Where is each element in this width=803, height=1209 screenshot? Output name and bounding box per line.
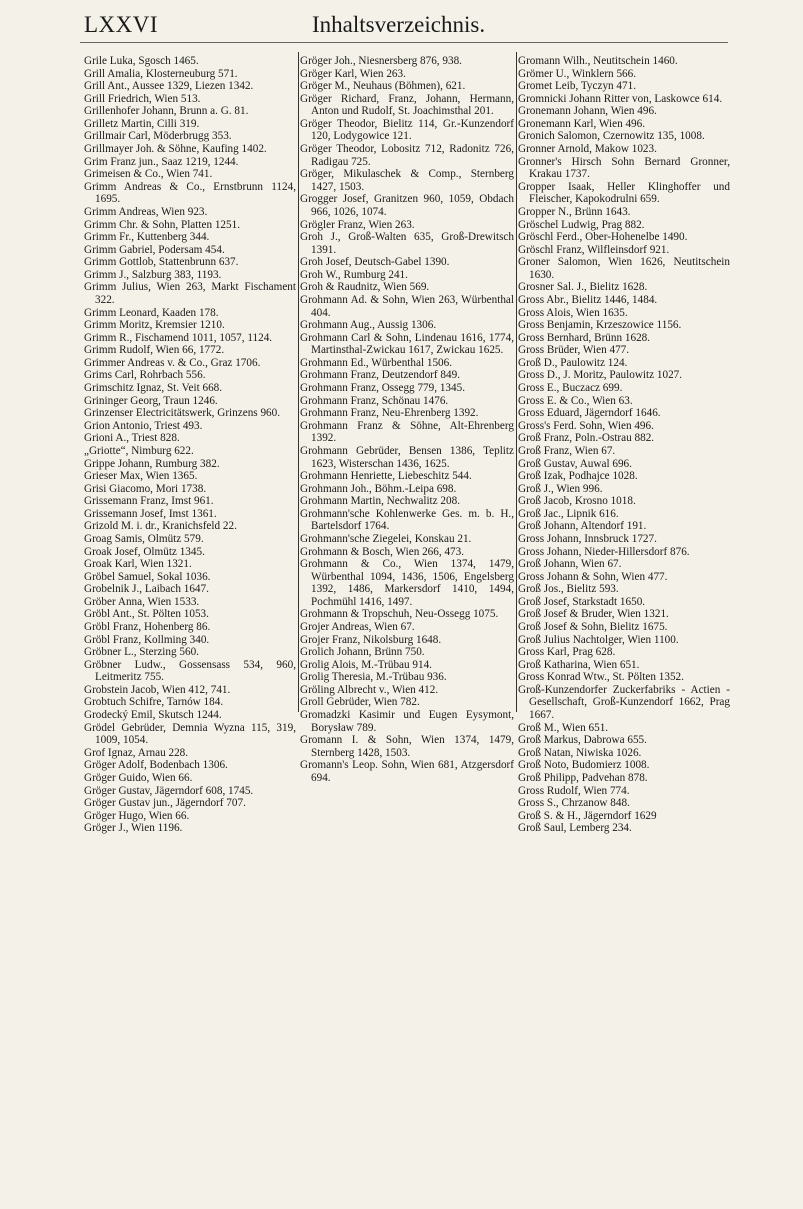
index-entry: Groß Markus, Dabrowa 655. <box>518 734 647 747</box>
index-entry: Grissemann Franz, Imst 961. <box>84 495 214 508</box>
index-entry: Grimm Julius, Wien 263, Markt Fischament 322. <box>84 281 296 306</box>
index-entry: Grohmann Carl & Sohn, Lindenau 1616, 1774, Martinsthal-Zwickau 1617, Zwickau 1625. <box>300 331 514 357</box>
index-entry: Grojer Franz, Nikolsburg 1648. <box>300 633 442 646</box>
index-entry: Gross Benjamin, Krzeszowice 1156. <box>518 319 682 332</box>
index-entry: Gross Johann & Sohn, Wien 477. <box>518 570 668 583</box>
column-divider-1 <box>298 52 299 712</box>
index-entry: Grömer U., Winklern 566. <box>518 67 637 80</box>
index-entry: Grohmann Franz & Söhne, Alt-Ehrenberg 1392. <box>300 419 514 445</box>
index-entry: Grödel Gebrüder, Demnia Wyzna 115, 319, 1009, 1054. <box>84 721 296 747</box>
index-entry: Grile Luka, Sgosch 1465. <box>84 55 199 67</box>
index-entry: Gröger Theodor, Bielitz 114, Gr.-Kunzendorf 120, Lodygowice 121. <box>300 117 514 143</box>
index-entry: Grohmann & Bosch, Wien 266, 473. <box>300 545 465 558</box>
index-entry: Grohmann Aug., Aussig 1306. <box>300 319 437 332</box>
index-entry: Grimm Fr., Kuttenberg 344. <box>84 231 210 244</box>
index-entry: Gromet Leib, Tyczyn 471. <box>518 80 637 93</box>
index-entry: Grissemann Josef, Imst 1361. <box>84 507 217 520</box>
index-entry: Grimm Andreas, Wien 923. <box>84 205 208 218</box>
index-entry: Gross Johann, Nieder-Hillersdorf 876. <box>518 545 690 558</box>
index-entry: Groß Johann, Wien 67. <box>518 558 622 571</box>
index-entry: Grobelnik J., Laibach 1647. <box>84 583 209 596</box>
index-entry: Groß Jos., Bielitz 593. <box>518 583 619 596</box>
index-entry: Groß Franz, Poln.-Ostrau 882. <box>518 432 655 445</box>
index-entry: Gröschel Ludwig, Prag 882. <box>518 218 645 231</box>
index-entry: Grohmann'sche Ziegelei, Konskau 21. <box>300 532 472 545</box>
index-entry: Grimm Andreas & Co., Ernstbrunn 1124, 1695. <box>84 180 296 206</box>
index-entry: Grimm Gottlob, Stattenbrunn 637. <box>84 256 239 269</box>
index-entry: Grieser Max, Wien 1365. <box>84 470 198 483</box>
index-entry: Grohmann Franz, Schönau 1476. <box>300 394 449 407</box>
index-entry: Gross Johann, Innsbruck 1727. <box>518 532 657 545</box>
index-entry: Grimschitz Ignaz, St. Veit 668. <box>84 382 223 395</box>
index-entry: Groß J., Wien 996. <box>518 482 603 495</box>
index-entry: Groß Josef, Starkstadt 1650. <box>518 595 646 608</box>
index-column-3 <box>518 55 730 835</box>
index-entry: Gromnicki Johann Ritter von, Laskowce 614. <box>518 92 723 105</box>
index-entry: Grill Friedrich, Wien 513. <box>84 92 201 105</box>
index-entry: Grohmann Franz, Deutzendorf 849. <box>300 369 460 382</box>
index-column-2 <box>300 55 514 785</box>
index-entry: „Griotte“, Nimburg 622. <box>84 444 194 457</box>
index-entry: Gronich Salomon, Czernowitz 135, 1008. <box>518 130 705 143</box>
index-entry: Grögler Franz, Wien 263. <box>300 218 415 231</box>
index-entry: Gröber Anna, Wien 1533. <box>84 595 200 608</box>
index-entry: Grosner Sal. J., Bielitz 1628. <box>518 281 648 294</box>
index-entry: Gröger J., Wien 1196. <box>84 822 183 835</box>
index-entry: Gröger Adolf, Bodenbach 1306. <box>84 759 228 772</box>
index-entry: Gronemann Johann, Wien 496. <box>518 105 657 118</box>
index-entry: Grohmann'sche Kohlenwerke Ges. m. b. H., Bartelsdorf 1764. <box>300 507 514 533</box>
index-entry: Gross Karl, Prag 628. <box>518 646 616 659</box>
index-column-1 <box>84 55 296 835</box>
index-entry: Gross Abr., Bielitz 1446, 1484. <box>518 293 658 306</box>
index-entry: Groag Samis, Olmütz 579. <box>84 532 204 545</box>
index-entry: Grolig Theresia, M.-Trübau 936. <box>300 671 447 684</box>
index-entry: Grill Ant., Aussee 1329, Liezen 1342. <box>84 80 254 93</box>
index-entry: Groak Karl, Wien 1321. <box>84 558 192 571</box>
index-entry: Gross Brüder, Wien 477. <box>518 344 630 357</box>
index-entry: Groß S. & H., Jägerndorf 1629 <box>518 809 657 822</box>
index-entry: Gross E., Buczacz 699. <box>518 382 623 395</box>
index-entry: Groh W., Rumburg 241. <box>300 268 408 281</box>
index-entry: Gross's Ferd. Sohn, Wien 496. <box>518 419 654 432</box>
index-entry: Gröger Guido, Wien 66. <box>84 771 193 784</box>
index-entry: Gross D., J. Moritz, Paulowitz 1027. <box>518 369 683 382</box>
index-entry: Gröbl Franz, Kollming 340. <box>84 633 210 646</box>
index-entry: Grimmer Andreas v. & Co., Graz 1706. <box>84 356 261 369</box>
index-entry: Gronner Arnold, Makow 1023. <box>518 143 657 156</box>
index-entry: Gröger Karl, Wien 263. <box>300 67 406 80</box>
index-entry: Grilletz Martin, Cilli 319. <box>84 117 200 130</box>
index-entry: Grobstein Jacob, Wien 412, 741. <box>84 683 231 696</box>
running-title: Inhaltsverzeichnis. <box>312 12 486 37</box>
index-entry: Grohmann Franz, Neu-Ehrenberg 1392. <box>300 407 479 420</box>
index-entry: Groß Jac., Lipnik 616. <box>518 507 619 520</box>
index-entry: Groß-Kunzendorfer Zuckerfabriks - Actien - Gesellschaft, Groß-Kunzendorf 1662, Prag 1667. <box>518 683 730 722</box>
index-entry: Groß Franz, Wien 67. <box>518 444 616 457</box>
index-entry: Grizold M. i. dr., Kranichsfeld 22. <box>84 520 237 533</box>
index-entry: Groak Josef, Olmütz 1345. <box>84 545 205 558</box>
index-entry: Grioni A., Triest 828. <box>84 432 180 445</box>
index-entry: Groß Noto, Budomierz 1008. <box>518 759 650 772</box>
index-entry: Grohmann Henriette, Liebeschitz 544. <box>300 470 472 483</box>
index-entry: Gröschl Franz, Wilfleinsdorf 921. <box>518 243 670 256</box>
index-entry: Grill Amalia, Klosterneuburg 571. <box>84 67 238 80</box>
index-entry: Groß Josef & Sohn, Bielitz 1675. <box>518 621 668 634</box>
index-entry: Grohmann Franz, Ossegg 779, 1345. <box>300 382 465 395</box>
index-entry: Groß Gustav, Auwal 696. <box>518 457 632 470</box>
index-entry: Gronner's Hirsch Sohn Bernard Gronner, Krakau 1737. <box>518 155 730 181</box>
index-entry: Grillmair Carl, Möderbrugg 353. <box>84 130 232 143</box>
index-entry: Gröger Hugo, Wien 66. <box>84 809 190 822</box>
index-entry: Gröschl Ferd., Ober-Hohenelbe 1490. <box>518 231 688 244</box>
index-entry: Gröger, Mikulaschek & Comp., Sternberg 1427, 1503. <box>300 168 514 193</box>
index-entry: Gröger Richard, Franz, Johann, Hermann, Anton und Rudolf, St. Joachimsthal 201. <box>300 92 514 118</box>
index-entry: Gröger Gustav jun., Jägerndorf 707. <box>84 797 246 810</box>
index-entry: Grims Carl, Rohrbach 556. <box>84 369 206 382</box>
index-entry: Gross Alois, Wien 1635. <box>518 306 628 319</box>
index-entry: Grimeisen & Co., Wien 741. <box>84 168 213 181</box>
index-entry: Grinzenser Electricitätswerk, Grinzens 960. <box>84 407 281 420</box>
index-entry: Grojer Andreas, Wien 67. <box>300 621 415 634</box>
index-entry: Grillenhofer Johann, Brunn a. G. 81. <box>84 105 249 118</box>
index-entry: Grohmann Ed., Würbenthal 1506. <box>300 356 453 369</box>
index-entry: Gross E. & Co., Wien 63. <box>518 394 633 407</box>
index-entry: Groß Jacob, Krosno 1018. <box>518 495 636 508</box>
index-entry: Gröbl Ant., St. Pölten 1053. <box>84 608 209 621</box>
index-entry: Groll Gebrüder, Wien 782. <box>300 696 420 709</box>
index-entry: Grohmann Gebrüder, Bensen 1386, Teplitz 1623, Wisterschan 1436, 1625. <box>300 444 514 470</box>
index-entry: Gromadzki Kasimir und Eugen Eysymont, Borysław 789. <box>300 709 514 734</box>
index-entry: Grohmann & Co., Wien 1374, 1479, Würbenthal 1094, 1436, 1506, Engelsberg 1392, 1486, Markersdorf 1410, 1494, Pochmühl 1416, 1497. <box>300 558 514 608</box>
index-entry: Groß D., Paulowitz 124. <box>518 356 628 369</box>
index-entry: Groß Josef & Bruder, Wien 1321. <box>518 608 669 621</box>
index-entry: Grobtuch Schifre, Tarnów 184. <box>84 696 224 709</box>
index-entry: Gross Bernhard, Brünn 1628. <box>518 331 651 344</box>
index-entry: Grimm J., Salzburg 383, 1193. <box>84 268 222 281</box>
index-entry: Gromann Wilh., Neutitschein 1460. <box>518 55 678 67</box>
index-entry: Grippe Johann, Rumburg 382. <box>84 457 220 470</box>
index-entry: Grimm Leonard, Kaaden 178. <box>84 306 219 319</box>
index-entry: Groß Izak, Podhajce 1028. <box>518 470 638 483</box>
index-entry: Grisi Giacomo, Mori 1738. <box>84 482 207 495</box>
index-entry: Groß Saul, Lemberg 234. <box>518 822 632 835</box>
index-entry: Gröbel Samuel, Sokal 1036. <box>84 570 211 583</box>
index-entry: Gross Rudolf, Wien 774. <box>518 784 630 797</box>
index-entry: Gröling Albrecht v., Wien 412. <box>300 683 439 696</box>
index-entry: Grohmann Ad. & Sohn, Wien 263, Würbenthal 404. <box>300 293 514 319</box>
page-number: LXXVI <box>84 12 159 37</box>
index-entry: Groh & Raudnitz, Wien 569. <box>300 281 430 294</box>
index-entry: Gröger M., Neuhaus (Böhmen), 621. <box>300 80 466 93</box>
index-entry: Grimm R., Fischamend 1011, 1057, 1124. <box>84 331 273 344</box>
index-entry: Grininger Georg, Traun 1246. <box>84 394 218 407</box>
index-entry: Gröbner L., Sterzing 560. <box>84 646 199 659</box>
index-entry: Groß Johann, Altendorf 191. <box>518 520 647 533</box>
index-entry: Gropper Isaak, Heller Klinghoffer und Fleischer, Kapokodrulni 659. <box>518 180 730 206</box>
index-entry: Grolich Johann, Brünn 750. <box>300 646 425 659</box>
index-entry: Groß Natan, Niwiska 1026. <box>518 746 642 759</box>
index-entry: Gropper N., Brünn 1643. <box>518 205 631 218</box>
index-entry: Grimm Moritz, Kremsier 1210. <box>84 319 225 332</box>
index-entry: Gross S., Chrzanow 848. <box>518 797 630 810</box>
index-entry: Groß M., Wien 651. <box>518 721 609 734</box>
index-entry: Gröbl Franz, Hohenberg 86. <box>84 621 211 634</box>
index-entry: Grolig Alois, M.-Trübau 914. <box>300 658 432 671</box>
index-entry: Gröger Theodor, Lobositz 712, Radonitz 726, Radigau 725. <box>300 143 514 168</box>
index-entry: Groner Salomon, Wien 1626, Neutitschein 1630. <box>518 256 730 281</box>
index-entry: Gross Konrad Wtw., St. Pölten 1352. <box>518 671 684 684</box>
index-entry: Gröger Joh., Niesnersberg 876, 938. <box>300 55 462 67</box>
index-entry: Grimm Gabriel, Podersam 454. <box>84 243 225 256</box>
column-divider-2 <box>516 52 517 712</box>
index-entry: Groh J., Groß-Walten 635, Groß-Drewitsch 1391. <box>300 231 514 256</box>
index-entry: Gromann I. & Sohn, Wien 1374, 1479, Sternberg 1428, 1503. <box>300 734 514 759</box>
index-entry: Groß Julius Nachtolger, Wien 1100. <box>518 633 679 646</box>
index-entry: Gromann's Leop. Sohn, Wien 681, Atzgersdorf 694. <box>300 759 514 784</box>
index-entry: Groß Katharina, Wien 651. <box>518 658 640 671</box>
index-entry: Grimm Rudolf, Wien 66, 1772. <box>84 344 225 357</box>
header-rule <box>80 42 728 43</box>
index-entry: Grohmann Joh., Böhm.-Leipa 698. <box>300 482 457 495</box>
index-entry: Grogger Josef, Granitzen 960, 1059, Obdach 966, 1026, 1074. <box>300 193 514 218</box>
index-entry: Grof Ignaz, Arnau 228. <box>84 746 189 759</box>
index-entry: Grion Antonio, Triest 493. <box>84 419 203 432</box>
index-entry: Gröbner Ludw., Gossensass 534, 960, Leitmeritz 755. <box>84 658 296 684</box>
index-entry: Grimm Chr. & Sohn, Platten 1251. <box>84 218 241 231</box>
index-entry: Gross Eduard, Jägerndorf 1646. <box>518 407 661 420</box>
index-entry: Gronemann Karl, Wien 496. <box>518 117 646 130</box>
index-entry: Grohmann Martin, Nechwalitz 208. <box>300 495 461 508</box>
index-entry: Grodecký Emil, Skutsch 1244. <box>84 709 222 722</box>
index-entry: Grim Franz jun., Saaz 1219, 1244. <box>84 155 239 168</box>
index-entry: Groß Philipp, Padvehan 878. <box>518 771 648 784</box>
index-entry: Gröger Gustav, Jägerndorf 608, 1745. <box>84 784 254 797</box>
index-entry: Grohmann & Tropschuh, Neu-Ossegg 1075. <box>300 608 499 621</box>
index-entry: Groh Josef, Deutsch-Gabel 1390. <box>300 256 450 269</box>
index-entry: Grillmayer Joh. & Söhne, Kaufing 1402. <box>84 143 267 156</box>
